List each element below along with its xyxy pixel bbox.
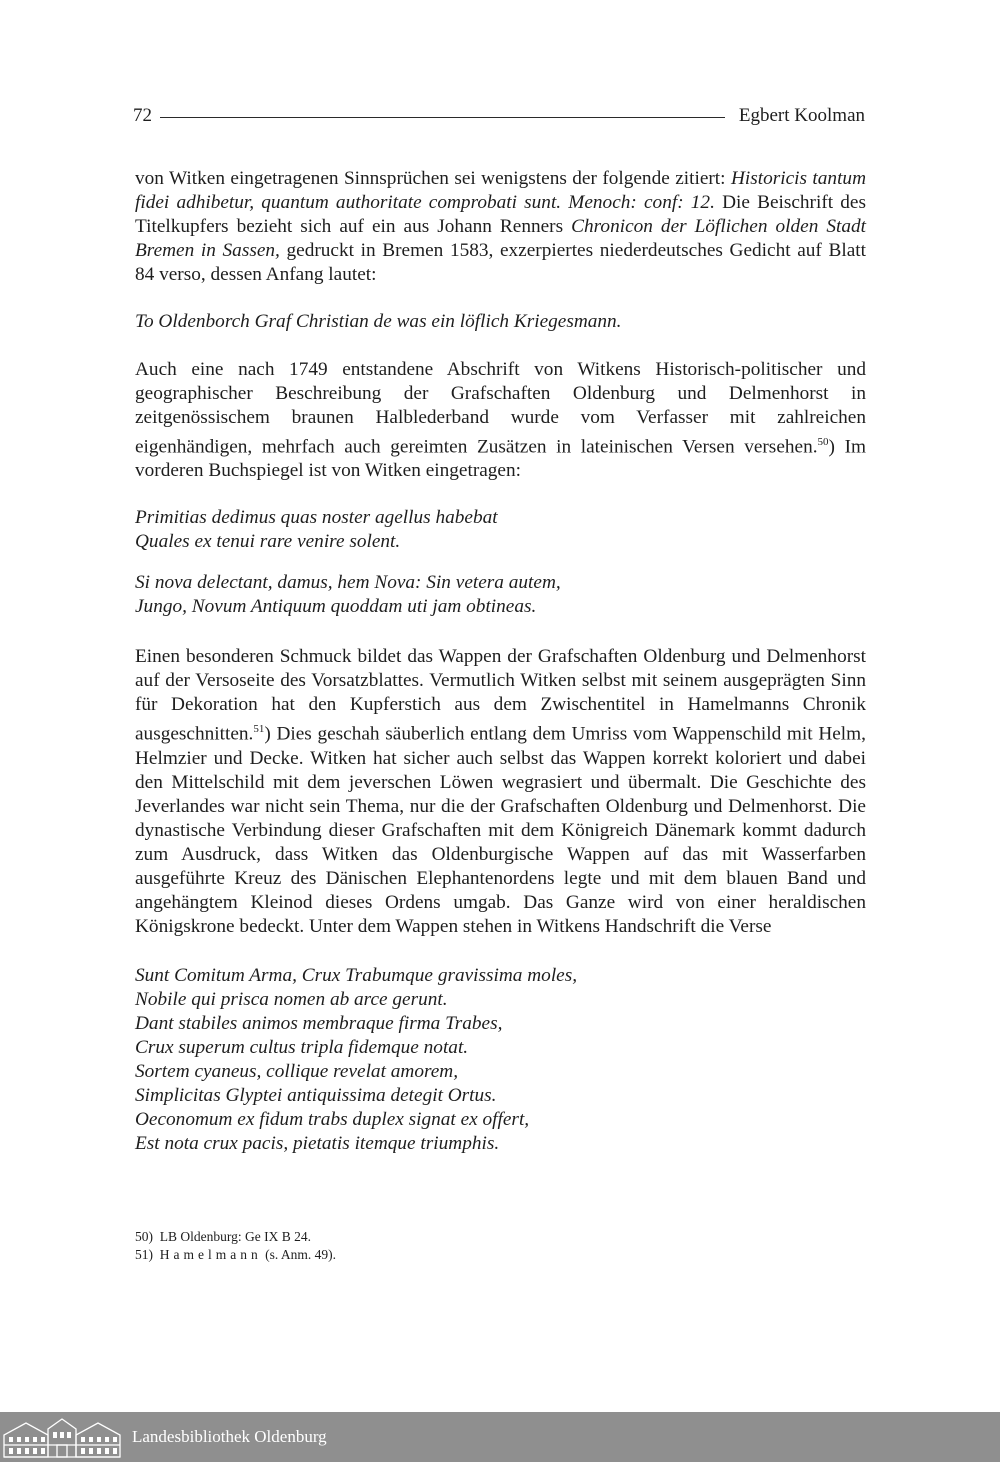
p1-text-e: gedruckt in Bremen 1583, exzerpiertes niederdeutsches Gedicht auf Blatt 84 verso, dessen Anfang lautet: [135,240,866,285]
p2-text-b: ) Im vorderen Buchspiegel ist von Witken eingetragen: [135,436,866,482]
verse-block-1 [135,506,866,554]
p3-text-b: ) Dies geschah säuberlich entlang dem Umriss vom Wappenschild mit Helm, Helmzier und Decke. Witken hat sicher auch selbst das Wappen korrekt koloriert und dabei den Mittelschild mit dem jeverschen Löwen wegrasiert und übermalt. Die Geschichte des Jeverlandes war nicht sein Thema, nur die der Grafschaften Oldenburg und Delmenhorst. Die dynastische Verbindung dieser Grafschaften mit dem Königreich Dänemark kommt dadurch zum Ausdruck, dass Witken das Oldenburgische Wappen auf das mit Wasserfarben ausgeführte Kreuz des Dänischen Elephantenordens legte und mit dem blauen Band und angehängtem Kleinod dieses Ordens umgab. Das Ganze wird von einer heraldischen Königskrone bedeckt. Unter dem Wappen stehen in Witkens Handschrift die Verse [135,723,866,937]
running-header [133,102,865,130]
paragraph-2 [135,358,866,483]
verse-line: Est nota crux pacis, pietatis itemque triumphis. [135,1132,500,1154]
paragraph-1 [135,167,866,287]
header-author: Egbert Koolman [738,105,865,126]
verse-line: Jungo, Novum Antiquum quoddam uti jam obtineas. [135,596,537,618]
library-footer-bar [0,1412,1000,1462]
verse-line: Crux superum cultus tripla fidemque notat. [135,1036,469,1058]
p2-text-a: Auch eine nach 1749 entstandene Abschrift von Witkens Historisch-politischer und geographischer Beschreibung der Grafschaften Oldenburg und Delmenhorst in zeitgenössischem braunen Halblederband wurde vom Verfasser mit zahlreichen eigenhändigen, mehrfach auch gereimten Zusätzen in lateinischen Versen versehen. [135,359,866,458]
library-name: Landesbibliothek Oldenburg [132,1427,327,1446]
verse-line: Dant stabiles animos membraque firma Trabes, [135,1012,503,1034]
library-building-icon [2,1415,122,1459]
footnote-text: (s. Anm. 49). [265,1247,336,1262]
verse-line: Si nova delectant, damus, hem Nova: Sin vetera autem, [135,572,561,594]
p1-text-a: von Witken eingetragenen Sinnsprüchen sei wenigstens der folgende zitiert: [135,168,731,189]
verse-block-2 [135,571,866,619]
footnote-50 [135,1228,311,1245]
verse-line: Nobile qui prisca nomen ab arce gerunt. [135,988,448,1010]
verse-line: Quales ex tenui rare venire solent. [135,531,401,553]
page-number: 72 [133,105,152,126]
footnote-number: 50) [135,1229,153,1244]
footnote-ref-50[interactable]: 50 [817,436,829,448]
footnote-author: Hamelmann [159,1247,262,1262]
verse-line: Sortem cyaneus, collique revelat amorem, [135,1060,459,1082]
verse-block-3 [135,964,866,1156]
main-text [135,167,866,1156]
paragraph-3 [135,645,866,938]
quote-low-german: To Oldenborch Graf Christian de was ein löflich Kriegesmann. [135,311,622,332]
verse-line: Sunt Comitum Arma, Crux Trabumque gravissima moles, [135,964,578,986]
p1-quote-latin: Historicis tantum fidei adhibetur, quantum authoritate comprobati sunt. Menoch: conf: 12. [135,168,866,213]
p1-text-c: Die Beischrift des Titelkupfers bezieht sich auf ein aus Johann Renners [135,192,866,237]
footnote-number: 51) [135,1247,153,1262]
verse-line: Oeconomum ex fidum trabs duplex signat ex offert, [135,1108,530,1130]
footnote-text: LB Oldenburg: Ge IX B 24. [159,1229,311,1244]
p1-book-title: Chronicon der Löflichen olden Stadt Bremen in Sassen, [135,216,866,261]
verse-line: Primitias dedimus quas noster agellus habebat [135,507,498,529]
header-rule [160,117,725,118]
footnote-51 [135,1246,336,1263]
p3-text-a: Einen besonderen Schmuck bildet das Wappen der Grafschaften Oldenburg und Delmenhorst auf der Versoseite des Vorsatzblattes. Vermutlich Witken selbst mit seinem ausgeprägten Sinn für Dekoration hat den Kupferstich aus dem Zwischentitel in Hamelmanns Chronik ausgeschnitten. [135,646,866,745]
footnote-ref-51[interactable]: 51 [253,723,265,736]
verse-line: Simplicitas Glyptei antiquissima detegit Ortus. [135,1084,497,1106]
